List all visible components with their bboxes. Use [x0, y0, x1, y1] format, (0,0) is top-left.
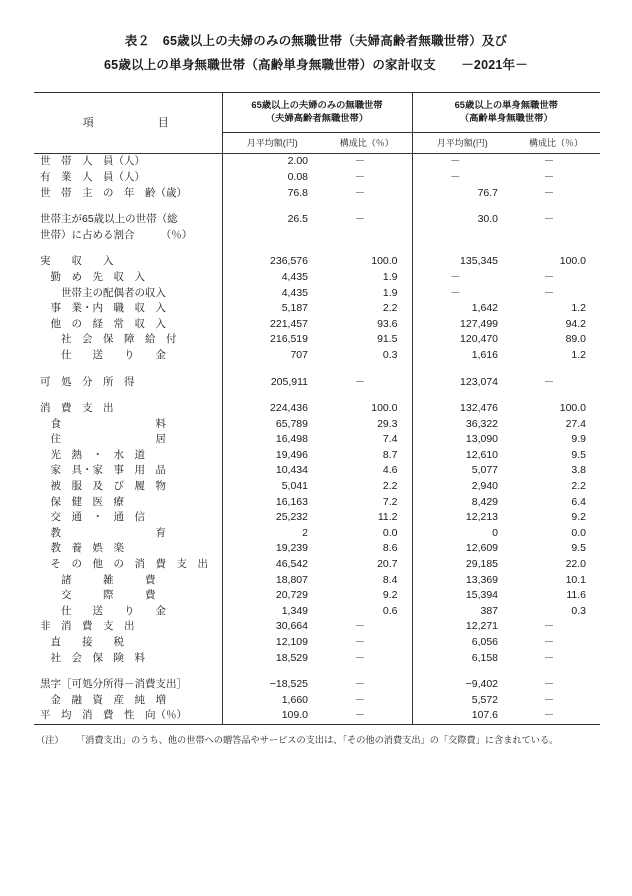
row-value-v4: 9.9: [571, 433, 587, 446]
row-value-v2: －: [354, 170, 365, 183]
row-value-v1: 2.00: [222, 154, 322, 170]
row-value-v3: 2,940: [412, 479, 512, 495]
table-row: [34, 448, 600, 464]
row-value-v2: －: [354, 636, 365, 648]
row-value-v3: 5,572: [412, 693, 512, 709]
row-value-v1: 707: [222, 348, 322, 364]
row-value-v3: 5,077: [412, 463, 512, 479]
row-value-v4: －: [543, 651, 555, 664]
row-value-v3: 30.0: [412, 212, 512, 228]
row-value-v1: 205,911: [222, 375, 322, 391]
row-label: 光 熱 ・ 水 道: [40, 448, 145, 461]
row-value-v4: [512, 228, 600, 244]
row-value-v2: 91.5: [377, 333, 398, 346]
row-value-v2: 93.6: [377, 317, 398, 330]
row-value-v1: 20,729: [222, 588, 322, 604]
row-label: 保 健 医 療: [40, 495, 124, 508]
table-spacer-row: [34, 201, 600, 212]
row-value-v4: 10.1: [565, 573, 587, 586]
table-row: [34, 604, 600, 620]
row-value-v2: 7.4: [382, 433, 398, 446]
row-value-v1: 12,109: [222, 635, 322, 651]
spacer-cell: [34, 666, 222, 677]
row-value-v1: 46,542: [222, 557, 322, 573]
row-label: 世 帯 人 員（人）: [40, 155, 145, 168]
row-label: 社 会 保 障 給 付: [40, 333, 177, 346]
row-value-v1: 16,163: [222, 495, 322, 511]
row-value-v4: 100.0: [559, 255, 587, 268]
row-value-v4: －: [543, 636, 555, 648]
row-label: 世帯主が65歳以上の世帯（総: [40, 213, 178, 226]
row-value-v4: －: [543, 155, 555, 168]
table-row: [34, 693, 600, 709]
row-value-v4: －: [543, 693, 555, 706]
row-value-v1: 236,576: [222, 254, 322, 270]
row-value-v4: 27.4: [565, 417, 587, 430]
spacer-cell: [512, 201, 600, 212]
row-value-v2: 100.0: [371, 255, 398, 268]
row-value-v1: 5,041: [222, 479, 322, 495]
row-value-v2: －: [354, 693, 365, 706]
spacer-cell: [412, 243, 512, 254]
spacer-cell: [412, 390, 512, 401]
spacer-cell: [34, 201, 222, 212]
spacer-cell: [512, 390, 600, 401]
row-value-v2: 0.0: [382, 526, 398, 539]
row-value-v1: 224,436: [222, 401, 322, 417]
row-label: 可 処 分 所 得: [40, 375, 135, 388]
group-couple-line1: 65歳以上の夫婦のみの無職世帯: [251, 99, 383, 110]
row-value-v1: 2: [222, 526, 322, 542]
row-value-v4: 94.2: [565, 317, 587, 330]
spacer-cell: [412, 666, 512, 677]
column-header-single-share: 構成比（％）: [512, 133, 600, 154]
row-value-v3: －: [412, 286, 512, 302]
spacer-cell: [34, 243, 222, 254]
row-value-v2: 2.2: [382, 302, 398, 315]
table-row: [34, 495, 600, 511]
row-value-v2: 8.4: [382, 573, 398, 586]
row-value-v3: －: [412, 154, 512, 170]
row-value-v2: 1.9: [382, 286, 398, 299]
table-row: [34, 526, 600, 542]
row-label: 交 際 費: [40, 589, 156, 602]
table-spacer-row: [34, 666, 600, 677]
row-value-v3: 0: [412, 526, 512, 542]
row-value-v3: 13,090: [412, 432, 512, 448]
column-header-couple-share: 構成比（％）: [322, 133, 412, 154]
row-value-v1: 5,187: [222, 301, 322, 317]
table-row: [34, 317, 600, 333]
spacer-cell: [322, 243, 412, 254]
column-header-group-single: [412, 92, 600, 133]
row-value-v2: 1.9: [382, 270, 398, 283]
row-value-v2: 0.6: [382, 604, 398, 617]
row-label: 平 均 消 費 性 向（％）: [34, 708, 222, 724]
row-value-v2: 7.2: [382, 495, 398, 508]
row-value-v4: －: [543, 678, 555, 691]
table-spacer-row: [34, 243, 600, 254]
column-header-single-amount: 月平均額(円): [412, 133, 512, 154]
spacer-cell: [34, 390, 222, 401]
row-value-v1: 65,789: [222, 417, 322, 433]
row-value-v2: －: [354, 186, 365, 199]
table-row: [34, 432, 600, 448]
row-value-v2: －: [354, 620, 365, 633]
row-value-v3: 15,394: [412, 588, 512, 604]
row-value-v4: 9.5: [571, 542, 587, 555]
table-row: [34, 417, 600, 433]
group-couple-line2: （夫婦高齢者無職世帯）: [265, 113, 369, 124]
row-value-v4: 3.8: [571, 464, 587, 477]
row-label: 仕 送 り 金: [40, 348, 166, 361]
row-value-v1: 25,232: [222, 510, 322, 526]
column-header-couple-amount: 月平均額(円): [222, 133, 322, 154]
table-row: [34, 254, 600, 270]
row-value-v3: 6,056: [412, 635, 512, 651]
row-value-v3: －: [412, 270, 512, 286]
spacer-cell: [322, 666, 412, 677]
table-row: [34, 588, 600, 604]
spacer-cell: [512, 243, 600, 254]
row-label: そ の 他 の 消 費 支 出: [40, 558, 208, 571]
row-value-v3: 132,476: [412, 401, 512, 417]
row-label: 世帯主の配偶者の収入: [40, 286, 166, 299]
row-value-v4: －: [543, 170, 555, 183]
spacer-cell: [34, 364, 222, 375]
row-value-v4: －: [512, 708, 600, 724]
row-label: 住 居: [40, 433, 166, 446]
table-row: [34, 463, 600, 479]
row-value-v4: 0.0: [571, 526, 587, 539]
row-value-v4: －: [543, 286, 555, 299]
table-row: [34, 348, 600, 364]
row-label: 教 育: [40, 526, 166, 539]
table-header-groups: [34, 92, 600, 133]
row-value-v1: 19,496: [222, 448, 322, 464]
row-value-v3: 107.6: [412, 708, 512, 724]
column-header-item: 項 目: [34, 92, 222, 154]
row-value-v3: 387: [412, 604, 512, 620]
table-row: [34, 557, 600, 573]
row-value-v3: 12,271: [412, 619, 512, 635]
row-label: 交 通 ・ 通 信: [40, 511, 145, 524]
row-value-v4: 89.0: [565, 333, 587, 346]
row-label: 教 養 娯 楽: [40, 542, 124, 555]
row-value-v2: 8.7: [382, 448, 398, 461]
table-row: [34, 479, 600, 495]
table-body: [34, 154, 600, 725]
row-value-v3: 127,499: [412, 317, 512, 333]
row-value-v3: 29,185: [412, 557, 512, 573]
row-value-v1: 10,434: [222, 463, 322, 479]
row-value-v1: 109.0: [222, 708, 322, 724]
row-value-v3: 12,609: [412, 541, 512, 557]
row-value-v3: 12,213: [412, 510, 512, 526]
row-label: 仕 送 り 金: [40, 604, 166, 617]
row-value-v4: 9.5: [571, 448, 587, 461]
row-value-v3: 1,642: [412, 301, 512, 317]
row-label: 諸 雑 費: [40, 573, 156, 586]
row-value-v4: 2.2: [571, 480, 587, 493]
note-text: 「消費支出」のうち、他の世帯への贈答品やサービスの支出は、「その他の消費支出」の「交際費」に含まれている。: [76, 734, 559, 745]
spacer-cell: [322, 390, 412, 401]
title-line-1: 表２ 65歳以上の夫婦のみの無職世帯（夫婦高齢者無職世帯）及び: [124, 34, 508, 48]
table-row: [34, 332, 600, 348]
table-row: [34, 573, 600, 589]
table-row: [34, 170, 600, 186]
column-header-group-couple: [222, 92, 412, 133]
spacer-cell: [512, 666, 600, 677]
row-label: 世 帯 主 の 年 齢（歳）: [40, 186, 187, 199]
row-value-v2: [322, 228, 412, 244]
row-label: 金 融 資 産 純 増: [40, 693, 166, 706]
row-value-v4: 100.0: [559, 402, 587, 415]
spacer-cell: [222, 364, 322, 375]
row-label: 実 収 入: [40, 255, 114, 268]
row-value-v4: 9.2: [571, 511, 587, 524]
row-value-v1: 4,435: [222, 270, 322, 286]
spacer-cell: [412, 201, 512, 212]
row-value-v3: 135,345: [412, 254, 512, 270]
table-row: [34, 708, 600, 724]
row-value-v2: 0.3: [382, 348, 398, 361]
row-value-v1: 16,498: [222, 432, 322, 448]
table-row: [34, 228, 600, 244]
row-value-v2: 29.3: [377, 417, 398, 430]
row-value-v3: 76.7: [412, 186, 512, 202]
row-value-v1: 221,457: [222, 317, 322, 333]
row-value-v1: 26.5: [222, 212, 322, 228]
row-value-v1: 1,349: [222, 604, 322, 620]
table-row: [34, 212, 600, 228]
note-tag: （注）: [36, 734, 64, 745]
table-row: [34, 510, 600, 526]
row-value-v3: 13,369: [412, 573, 512, 589]
table-row: [34, 301, 600, 317]
row-value-v1: 1,660: [222, 693, 322, 709]
table-row: [34, 375, 600, 391]
table-spacer-row: [34, 364, 600, 375]
table-row: [34, 154, 600, 170]
row-value-v4: －: [543, 620, 555, 633]
row-label: 勤 め 先 収 入: [40, 270, 145, 283]
table-row: [34, 651, 600, 667]
row-value-v4: 6.4: [571, 495, 587, 508]
row-label: 被 服 及 び 履 物: [40, 480, 166, 493]
row-label: 食 料: [40, 417, 166, 430]
row-value-v2: －: [354, 678, 365, 691]
page-title: [34, 30, 598, 78]
row-label: 非 消 費 支 出: [40, 620, 135, 633]
row-label: 事 業・内 職 収 入: [40, 302, 166, 315]
table-row: [34, 635, 600, 651]
spacer-cell: [222, 666, 322, 677]
title-line-2: 65歳以上の単身無職世帯（高齢単身無職世帯）の家計収支 －2021年－: [104, 57, 528, 72]
row-value-v2: 11.2: [377, 511, 398, 524]
row-value-v4: 1.2: [571, 302, 587, 315]
row-value-v3: 6,158: [412, 651, 512, 667]
row-value-v4: －: [543, 186, 555, 199]
row-value-v1: 18,529: [222, 651, 322, 667]
row-label: 消 費 支 出: [40, 402, 114, 415]
row-value-v1: 0.08: [222, 170, 322, 186]
row-value-v1: 18,807: [222, 573, 322, 589]
row-value-v4: 1.2: [571, 348, 587, 361]
row-label: 社 会 保 険 料: [40, 651, 145, 664]
row-value-v2: 2.2: [382, 480, 398, 493]
row-value-v3: 12,610: [412, 448, 512, 464]
row-label: 家 具・家 事 用 品: [40, 464, 166, 477]
table-row: [34, 186, 600, 202]
row-value-v4: 0.3: [571, 604, 587, 617]
row-value-v4: －: [543, 270, 555, 283]
table-note: [34, 734, 598, 748]
row-value-v2: 9.2: [382, 589, 398, 602]
row-value-v4: －: [543, 213, 555, 226]
row-value-v3: −9,402: [412, 677, 512, 693]
table-row: [34, 541, 600, 557]
row-label: 黒字［可処分所得－消費支出］: [40, 678, 187, 691]
row-value-v1: −18,525: [222, 677, 322, 693]
group-single-line2: （高齢単身無職世帯）: [459, 113, 553, 124]
row-value-v1: 76.8: [222, 186, 322, 202]
row-value-v3: [412, 228, 512, 244]
spacer-cell: [322, 364, 412, 375]
row-value-v4: 22.0: [565, 558, 587, 571]
row-label: 有 業 人 員（人）: [40, 170, 145, 183]
row-value-v1: [222, 228, 322, 244]
household-budget-table: [34, 92, 600, 725]
row-value-v1: 4,435: [222, 286, 322, 302]
row-value-v2: 4.6: [382, 464, 398, 477]
row-value-v4: －: [543, 375, 555, 388]
row-label: 他 の 経 常 収 入: [40, 317, 166, 330]
row-value-v3: 1,616: [412, 348, 512, 364]
row-label: 直 接 税: [40, 636, 124, 648]
row-value-v1: 19,239: [222, 541, 322, 557]
row-value-v2: －: [354, 213, 365, 226]
row-value-v2: 100.0: [371, 402, 398, 415]
row-value-v3: 120,470: [412, 332, 512, 348]
spacer-cell: [222, 201, 322, 212]
table-row: [34, 401, 600, 417]
table-spacer-row: [34, 390, 600, 401]
row-value-v2: 8.6: [382, 542, 398, 555]
row-value-v3: 36,322: [412, 417, 512, 433]
table-row: [34, 619, 600, 635]
group-single-line1: 65歳以上の単身無職世帯: [454, 99, 558, 110]
row-value-v3: 123,074: [412, 375, 512, 391]
table-row: [34, 677, 600, 693]
table-header: [34, 92, 600, 154]
spacer-cell: [322, 201, 412, 212]
table-row: [34, 286, 600, 302]
row-label: 世帯）に占める割合 （％）: [40, 228, 193, 241]
row-value-v2: 20.7: [377, 558, 398, 571]
row-value-v1: 216,519: [222, 332, 322, 348]
row-value-v2: －: [354, 651, 365, 664]
row-value-v2: －: [354, 375, 365, 388]
row-value-v2: －: [354, 155, 365, 168]
row-value-v3: －: [412, 170, 512, 186]
row-value-v3: 8,429: [412, 495, 512, 511]
row-value-v1: 30,664: [222, 619, 322, 635]
row-value-v2: －: [322, 708, 412, 724]
table-row: [34, 270, 600, 286]
spacer-cell: [222, 243, 322, 254]
spacer-cell: [222, 390, 322, 401]
spacer-cell: [512, 364, 600, 375]
row-value-v4: 11.6: [566, 589, 587, 602]
spacer-cell: [412, 364, 512, 375]
